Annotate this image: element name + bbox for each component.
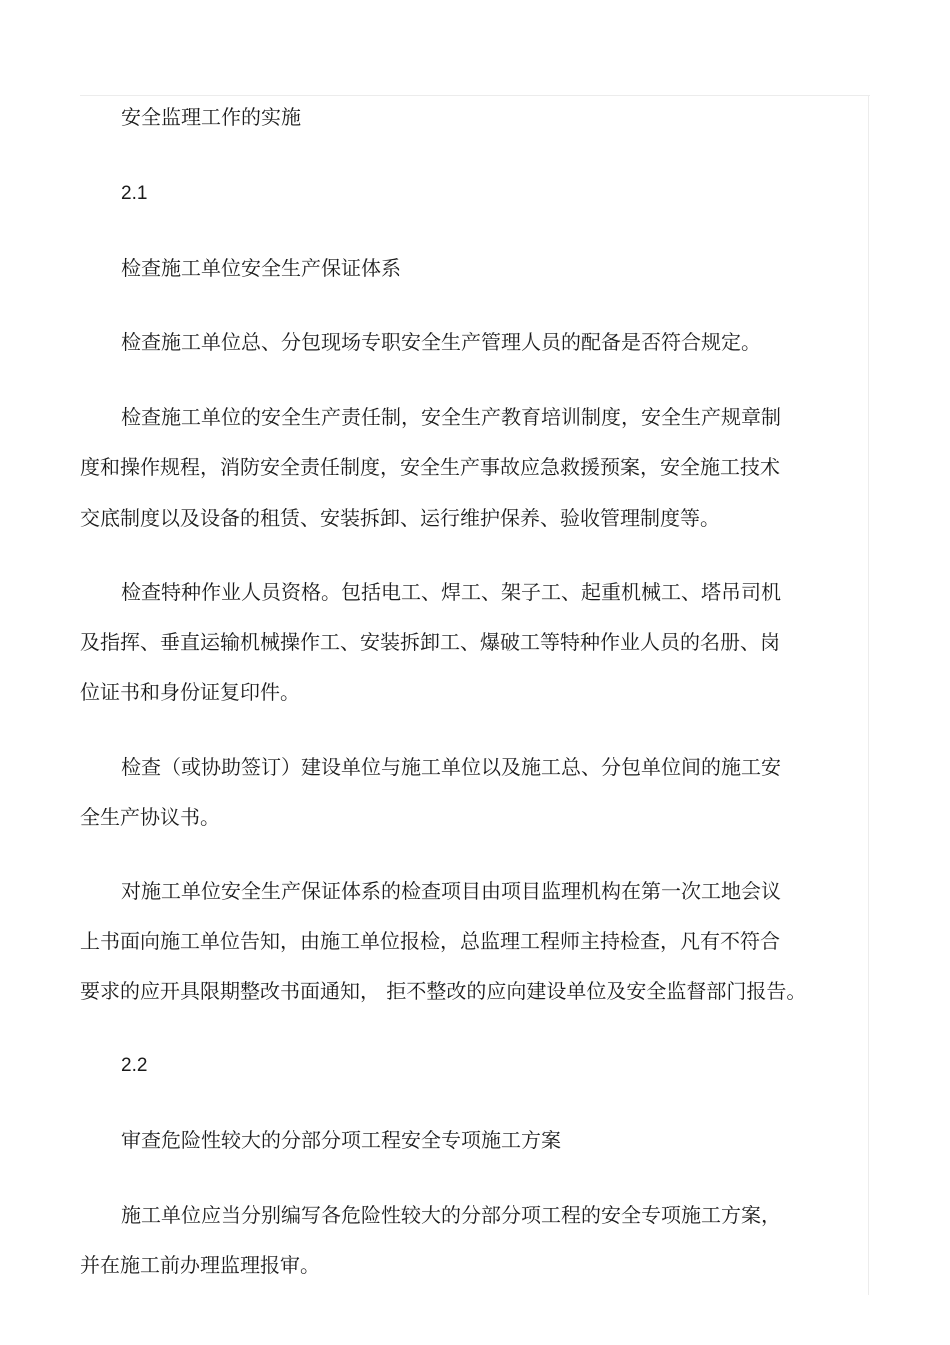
paragraph-line: 度和操作规程，消防安全责任制度，安全生产事故应急救援预案，安全施工技术 [80,455,780,479]
section-title-2-2: 审查危险性较大的分部分项工程安全专项施工方案 [121,1128,561,1152]
paragraph-line: 要求的应开具限期整改书面通知， 拒不整改的应向建设单位及安全监督部门报告。 [80,979,807,1003]
section-number-2-1: 2.1 [121,183,148,204]
section-title-2-1: 检查施工单位安全生产保证体系 [121,256,401,280]
paragraph-line: 检查施工单位总、分包现场专职安全生产管理人员的配备是否符合规定。 [121,330,761,354]
paragraph-line: 上书面向施工单位告知，由施工单位报检，总监理工程师主持检查，凡有不符合 [80,929,780,953]
paragraph-line: 检查施工单位的安全生产责任制，安全生产教育培训制度，安全生产规章制 [121,405,781,429]
paragraph-line: 全生产协议书。 [80,805,220,829]
document-heading: 安全监理工作的实施 [121,105,301,129]
page-top-border [80,95,870,96]
paragraph-line: 位证书和身份证复印件。 [80,680,300,704]
paragraph-line: 交底制度以及设备的租赁、安装拆卸、运行维护保养、验收管理制度等。 [80,506,720,530]
paragraph-line: 及指挥、垂直运输机械操作工、安装拆卸工、爆破工等特种作业人员的名册、岗 [80,630,780,654]
paragraph-line: 对施工单位安全生产保证体系的检查项目由项目监理机构在第一次工地会议 [121,879,781,903]
paragraph-line: 并在施工前办理监理报审。 [80,1253,320,1277]
section-number-2-2: 2.2 [121,1055,148,1076]
paragraph-line: 检查（或协助签订）建设单位与施工单位以及施工总、分包单位间的施工安 [121,755,781,779]
paragraph-line: 施工单位应当分别编写各危险性较大的分部分项工程的安全专项施工方案， [121,1203,781,1227]
page-right-border [868,95,869,1295]
paragraph-line: 检查特种作业人员资格。包括电工、焊工、架子工、起重机械工、塔吊司机 [121,580,781,604]
